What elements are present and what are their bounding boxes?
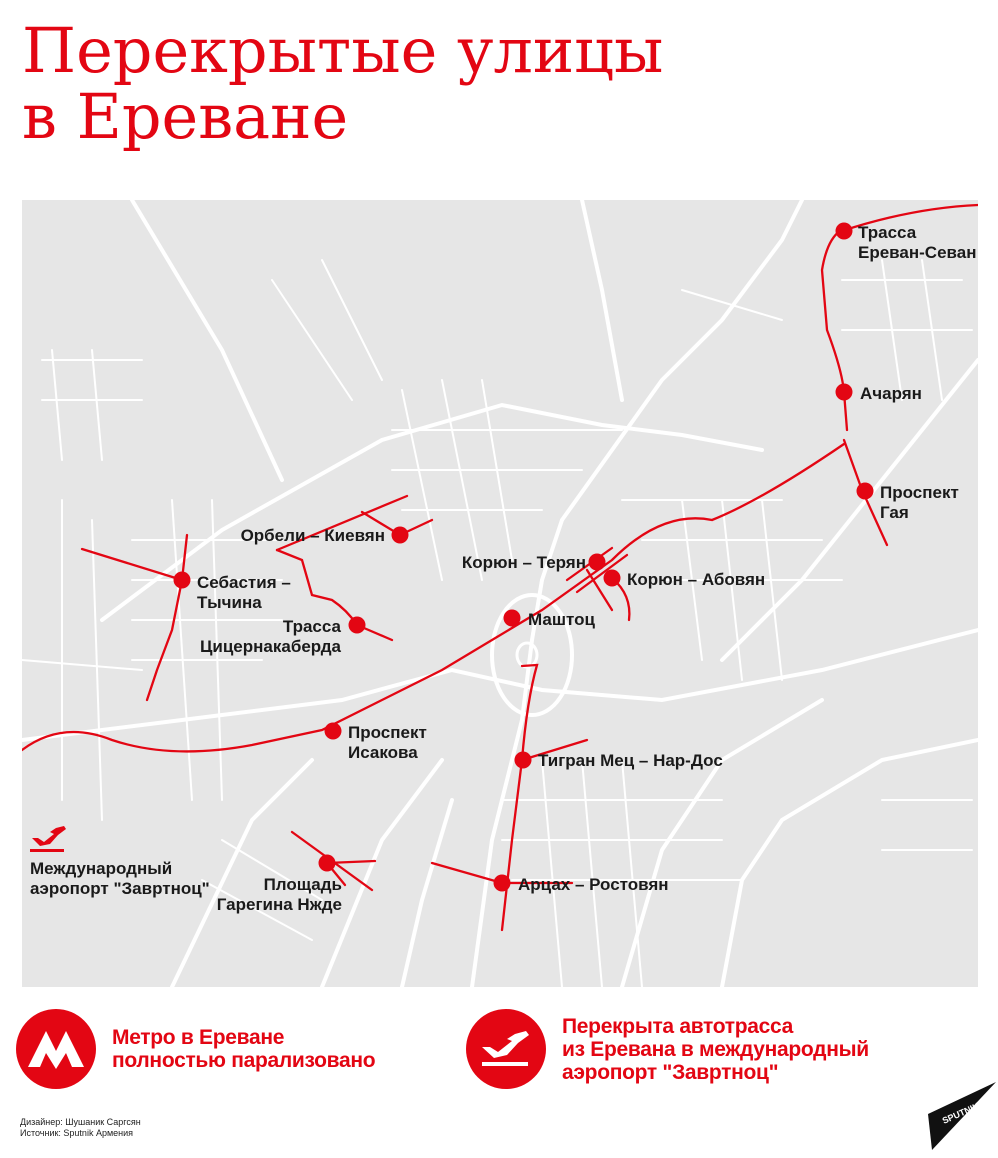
sputnik-logo-text: SPUTNIK	[940, 1100, 981, 1126]
label-prospekt-isakova-2: Исакова	[348, 743, 418, 762]
marker-tsitsernakaberd[interactable]	[349, 617, 366, 634]
label-orbeli-kievyan: Орбели – Киевян	[240, 526, 385, 545]
credits	[20, 1117, 141, 1139]
legend-metro	[16, 1009, 375, 1089]
label-garegin-nzhde-1: Площадь	[263, 875, 342, 894]
marker-koryun-abovyan[interactable]	[604, 570, 621, 587]
label-tsitsernakaberd-1: Трасса	[282, 617, 341, 636]
label-prospekt-gaya-1: Проспект	[880, 483, 959, 502]
marker-orbeli-kievyan[interactable]	[392, 527, 409, 544]
airport-label-1: Международный	[30, 859, 173, 878]
marker-acharyan[interactable]	[836, 384, 853, 401]
label-mashtots: Маштоц	[528, 610, 595, 629]
legend-airport-road-line-1: Перекрыта автотрасса	[562, 1014, 794, 1038]
legend-metro-text	[112, 1026, 375, 1072]
sputnik-logo	[926, 1080, 998, 1152]
label-sebastia-tychina-1: Себастия –	[197, 573, 291, 592]
label-koryun-teryan: Корюн – Терян	[461, 553, 586, 572]
title-line-2: в Ереване	[22, 80, 349, 153]
label-tsitsernakaberd-2: Цицернакаберда	[199, 637, 341, 656]
credits-source: Источник: Sputnik Армения	[20, 1128, 134, 1138]
legend-airport-road-line-3: аэропорт "Завртноц"	[562, 1060, 779, 1084]
metro-m-icon	[16, 1009, 96, 1089]
label-sebastia-tychina-2: Тычина	[197, 593, 262, 612]
yerevan-map	[22, 200, 978, 987]
marker-tigran-mets-nar-dos[interactable]	[515, 752, 532, 769]
label-acharyan: Ачарян	[860, 384, 922, 403]
label-erevan-sevan-2: Ереван-Севан	[858, 243, 977, 262]
label-artsakh-rostovyan: Арцах – Ростовян	[518, 875, 669, 894]
marker-erevan-sevan[interactable]	[836, 223, 853, 240]
legend-airport-road	[466, 1009, 869, 1089]
page-title	[22, 14, 664, 153]
label-koryun-abovyan: Корюн – Абовян	[627, 570, 766, 589]
label-garegin-nzhde-2: Гарегина Нжде	[216, 895, 342, 914]
airport-label-2: аэропорт "Завртноц"	[30, 879, 210, 898]
marker-mashtots[interactable]	[504, 610, 521, 627]
marker-prospekt-isakova[interactable]	[325, 723, 342, 740]
marker-sebastia-tychina[interactable]	[174, 572, 191, 589]
label-tigran-mets-nar-dos: Тигран Мец – Нар-Дос	[538, 751, 723, 770]
marker-garegin-nzhde[interactable]	[319, 855, 336, 872]
title-line-1: Перекрытые улицы	[22, 14, 664, 87]
label-prospekt-isakova-1: Проспект	[348, 723, 427, 742]
legend-metro-line-2: полностью парализовано	[112, 1049, 376, 1072]
marker-artsakh-rostovyan[interactable]	[494, 875, 511, 892]
label-erevan-sevan-1: Трасса	[858, 223, 917, 242]
label-prospekt-gaya-2: Гая	[880, 503, 909, 522]
marker-prospekt-gaya[interactable]	[857, 483, 874, 500]
credits-designer: Дизайнер: Шушаник Саргсян	[20, 1117, 141, 1127]
marker-koryun-teryan[interactable]	[589, 554, 606, 571]
legend-airport-road-text	[562, 1015, 869, 1084]
legend-metro-line-1: Метро в Ереване	[112, 1026, 285, 1049]
airplane-takeoff-icon	[466, 1009, 546, 1089]
legend-airport-road-line-2: из Еревана в международный	[562, 1037, 869, 1061]
